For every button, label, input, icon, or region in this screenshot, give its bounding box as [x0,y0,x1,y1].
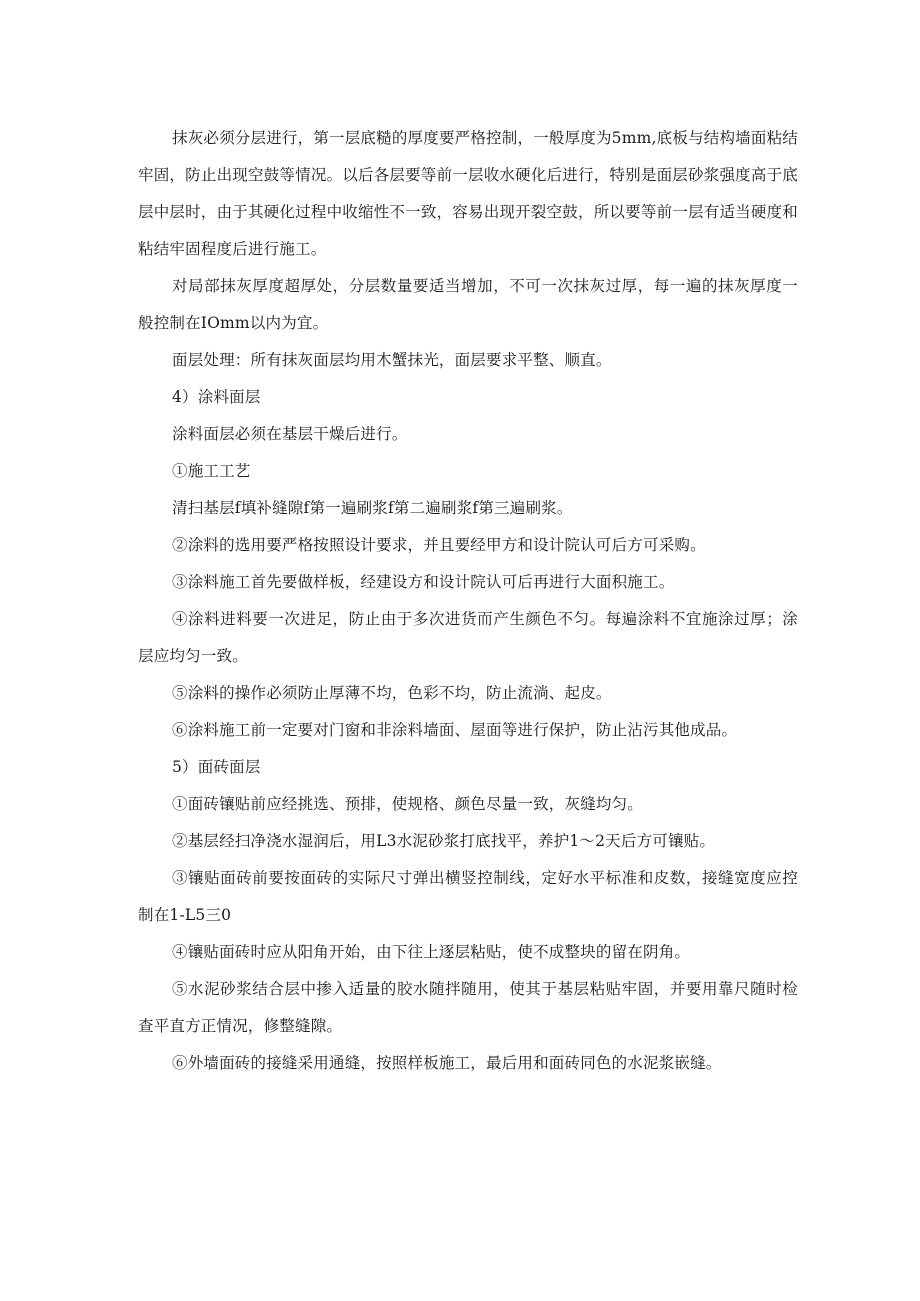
document-body [138,120,798,1082]
list-item-paint-supply: ④涂料进料要一次进足，防止由于多次进货而产生颜色不匀。每遍涂料不宜施涂过厚；涂层应均匀一致。 [138,610,798,665]
paragraph-paint-dry-base: 涂料面层必须在基层干燥后进行。 [172,425,408,443]
subheading-construction-process: ①施工工艺 [172,462,251,480]
paragraph-process-steps: 清扫基层f填补缝隙f第一遍刷浆f第二遍刷浆f第三遍刷浆。 [172,499,573,517]
section-heading-paint-layer: 4）涂料面层 [172,388,261,406]
list-item-tile-selection: ①面砖镶贴前应经挑选、预排，使规格、颜色尽量一致，灰缝均匀。 [172,795,644,813]
list-item-paint-operation: ⑤涂料的操作必须防止厚薄不均，色彩不均，防止流淌、起皮。 [172,684,612,702]
list-item-paint-sample: ③涂料施工首先要做样板，经建设方和设计院认可后再进行大面积施工。 [172,573,675,591]
list-item-tile-start-corner: ④镶贴面砖时应从阳角开始，由下往上逐层粘贴，使不成整块的留在阴角。 [172,943,691,961]
paragraph-surface-treatment: 面层处理：所有抹灰面层均用木蟹抹光，面层要求平整、顺直。 [172,351,612,369]
list-item-paint-selection: ②涂料的选用要严格按照设计要求，并且要经甲方和设计院认可后方可采购。 [172,536,706,554]
section-heading-tile-layer: 5）面砖面层 [172,758,261,776]
list-item-paint-protection: ⑥涂料施工前一定要对门窗和非涂料墙面、屋面等进行保护，防止沾污其他成品。 [172,721,738,739]
paragraph-plastering-layers: 抹灰必须分层进行，第一层底糙的厚度要严格控制，一般厚度为5mm,底板与结构墙面粘结牢固，防止出现空鼓等情况。以后各层要等前一层收水硬化后进行，特别是面层砂浆强度高于底层中层时，由于其硬化过程中收缩性不一致，容易出现开裂空鼓，所以要等前一层有适当硬度和粘结牢固程度后进行施工。 [138,129,798,258]
list-item-tile-joints: ⑥外墙面砖的接缝采用通缝，按照样板施工，最后用和面砖同色的水泥浆嵌缝。 [172,1054,722,1072]
list-item-tile-base: ②基层经扫净浇水湿润后，用L3水泥砂浆打底找平，养护1～2天后方可镶贴。 [172,832,716,850]
list-item-tile-control-lines: ③镶贴面砖前要按面砖的实际尺寸弹出横竖控制线，定好水平标准和皮数，接缝宽度应控制在1-L5三0 [138,869,798,924]
list-item-tile-mortar: ⑤水泥砂浆结合层中掺入适量的胶水随拌随用，使其于基层粘贴牢固，并要用靠尺随时检查平直方正情况，修整缝隙。 [138,980,798,1035]
paragraph-thickness-control: 对局部抹灰厚度超厚处，分层数量要适当增加，不可一次抹灰过厚，每一遍的抹灰厚度一般控制在IOmm以内为宜。 [138,277,798,332]
